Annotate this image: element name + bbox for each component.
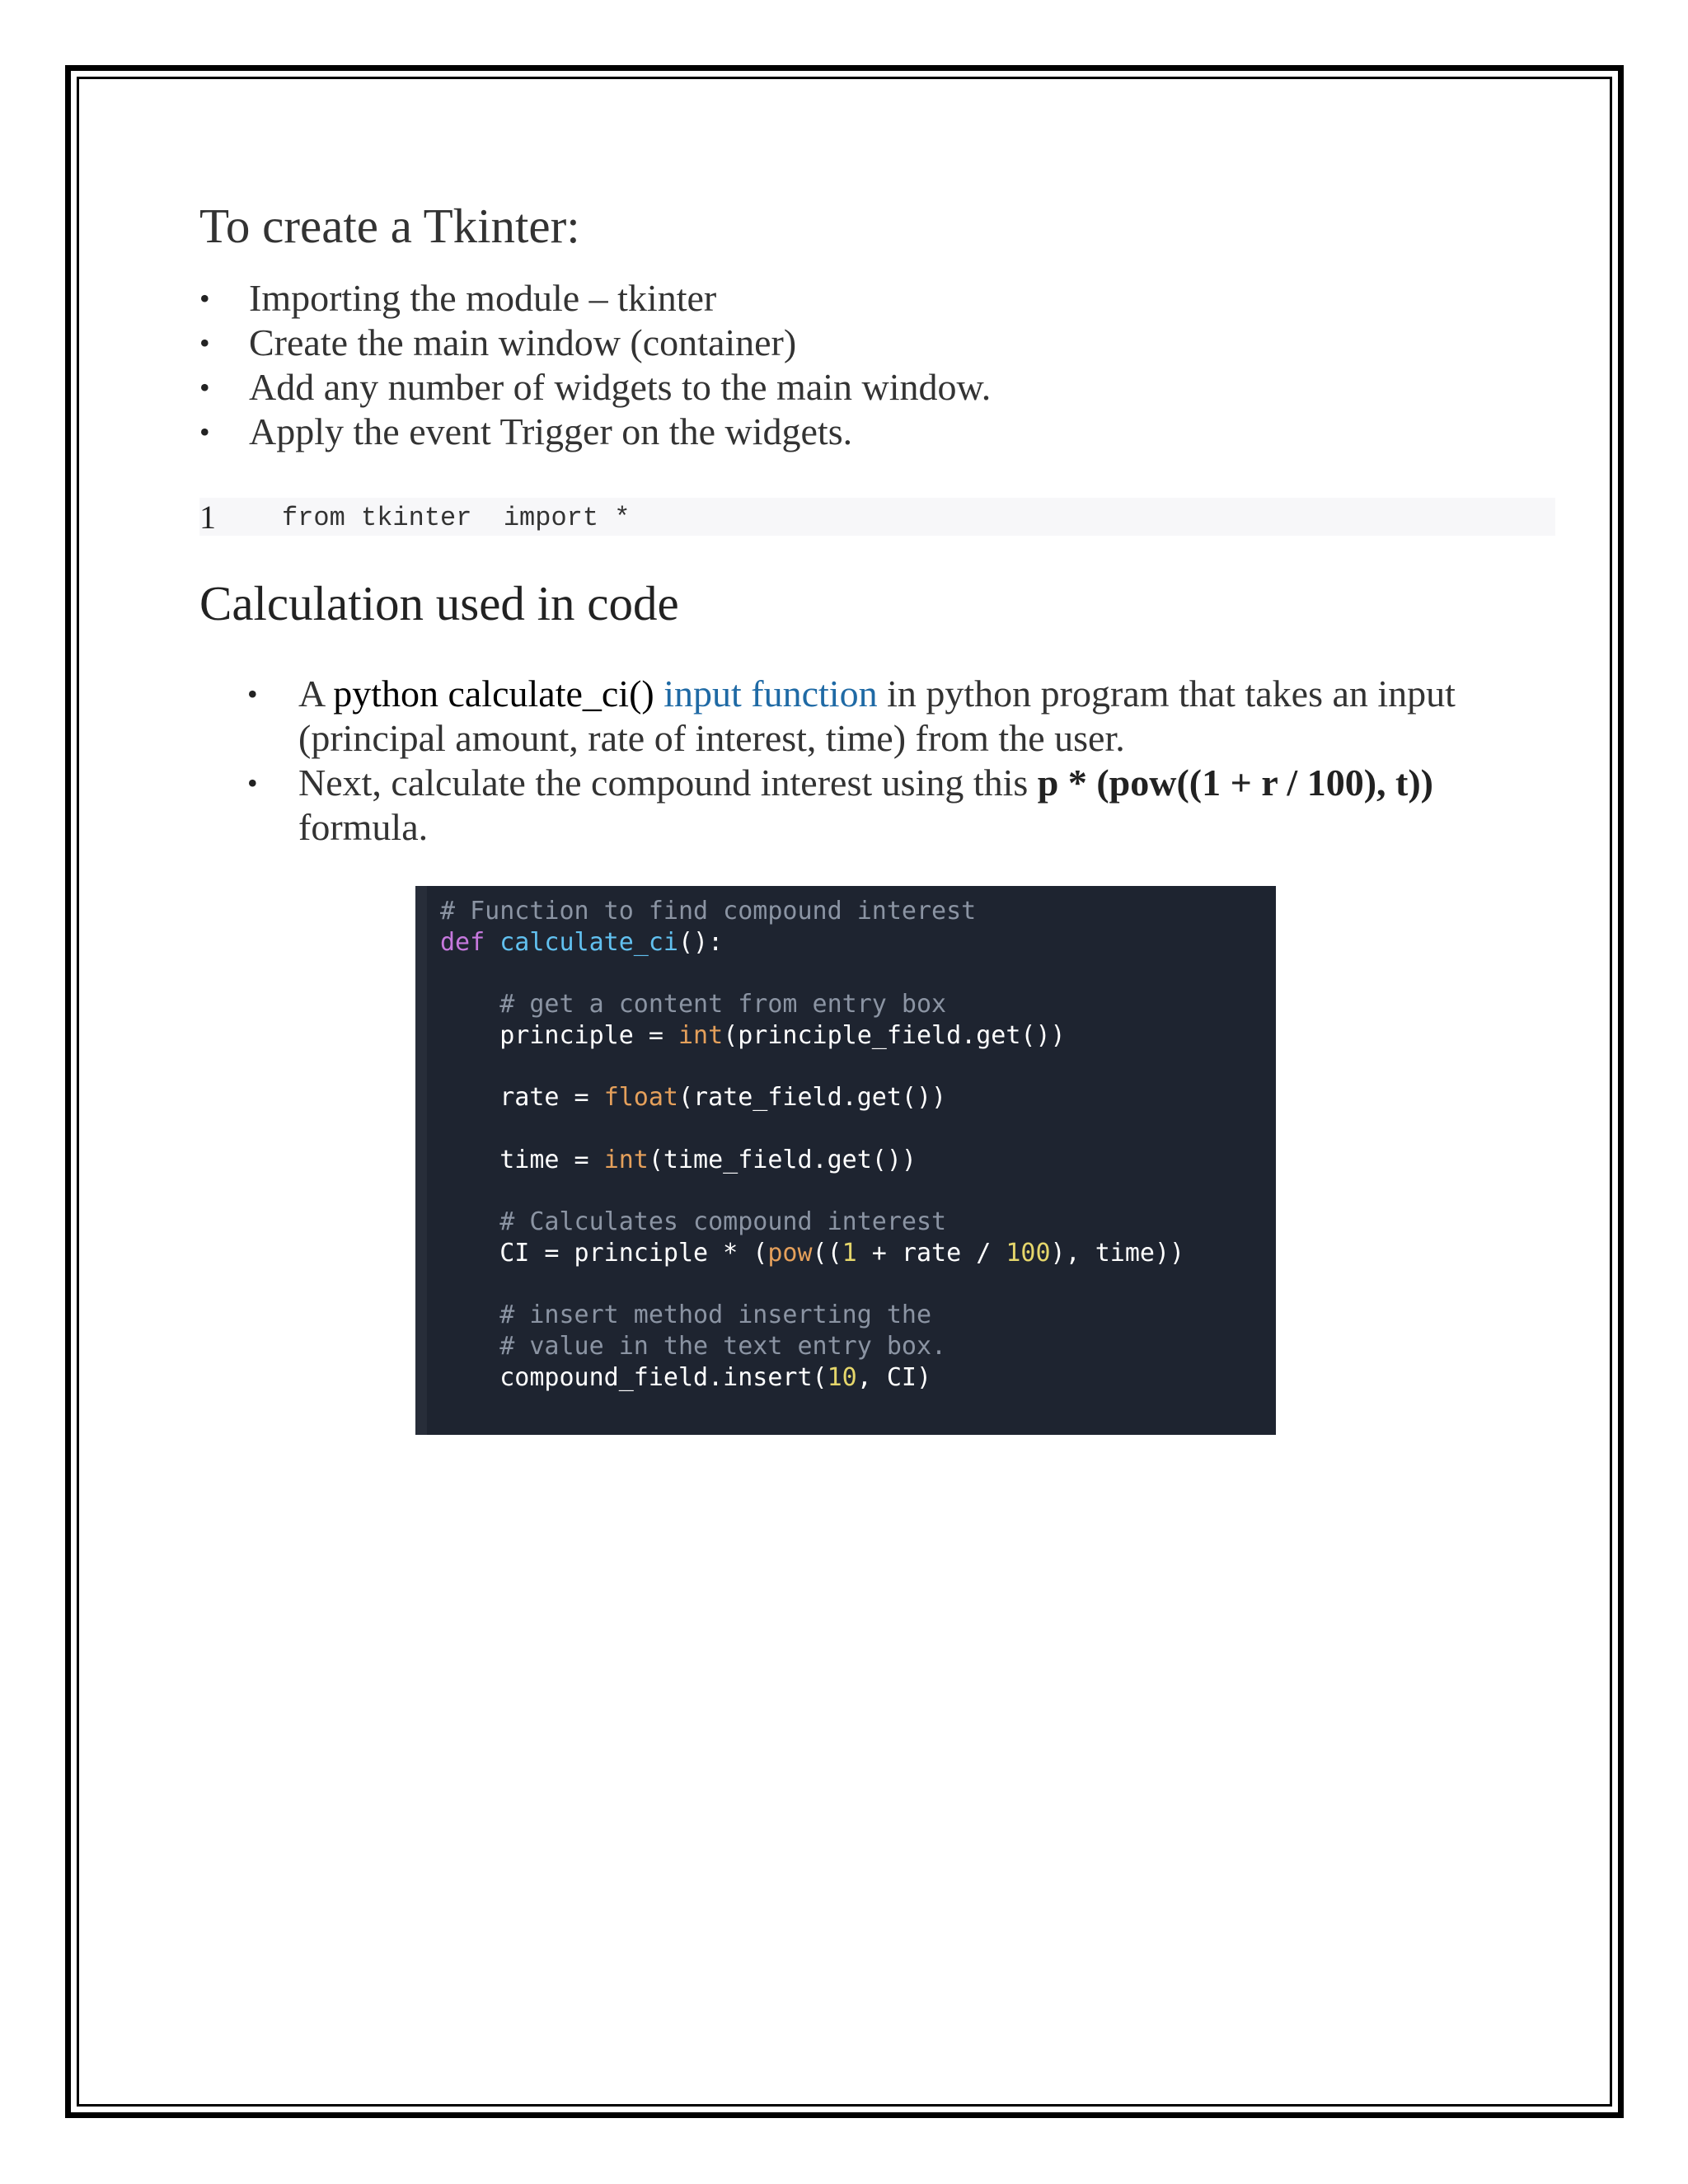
text-span: formula.: [298, 806, 429, 848]
formula-text: p * (pow((1 + r / 100), t)): [1037, 762, 1433, 804]
list-item: • Add any number of widgets to the main window.: [199, 365, 991, 410]
code-listing: # Function to find compound interest def calculate_ci(): # get a content from entry box principle = int(principle_field.get()) rate = float(rate_field.get()) time = int(time_field.get()) # Calculates compound interest CI = principle * (pow((1 + rate / 100), time)) # insert method inserting the # value in the text entry box. compound_field.insert(10, CI): [440, 897, 1185, 1392]
list-item: • Apply the event Trigger on the widgets.: [199, 410, 991, 454]
text-span: A: [298, 673, 334, 715]
text-span: in python program that takes an input (principal amount, rate of interest, time) from the user.: [298, 673, 1456, 759]
tkinter-steps-list: [199, 276, 991, 454]
heading-tkinter: To create a Tkinter:: [199, 199, 580, 253]
function-name-text: python calculate_ci(): [333, 673, 654, 715]
heading-calculation: Calculation used in code: [199, 576, 679, 630]
input-function-link[interactable]: input function: [663, 673, 878, 715]
import-code: from tkinter import *: [282, 503, 631, 533]
list-item: • Create the main window (container): [199, 321, 991, 365]
list-item: • Importing the module – tkinter: [199, 276, 991, 321]
text-span: Next, calculate the compound interest using this: [298, 762, 1038, 804]
list-item: [247, 761, 1566, 850]
calculation-list: [247, 672, 1566, 850]
list-item: [247, 672, 1566, 761]
import-code-block: [199, 498, 1555, 536]
code-screenshot: [415, 886, 1276, 1435]
line-number: 1: [199, 499, 216, 536]
